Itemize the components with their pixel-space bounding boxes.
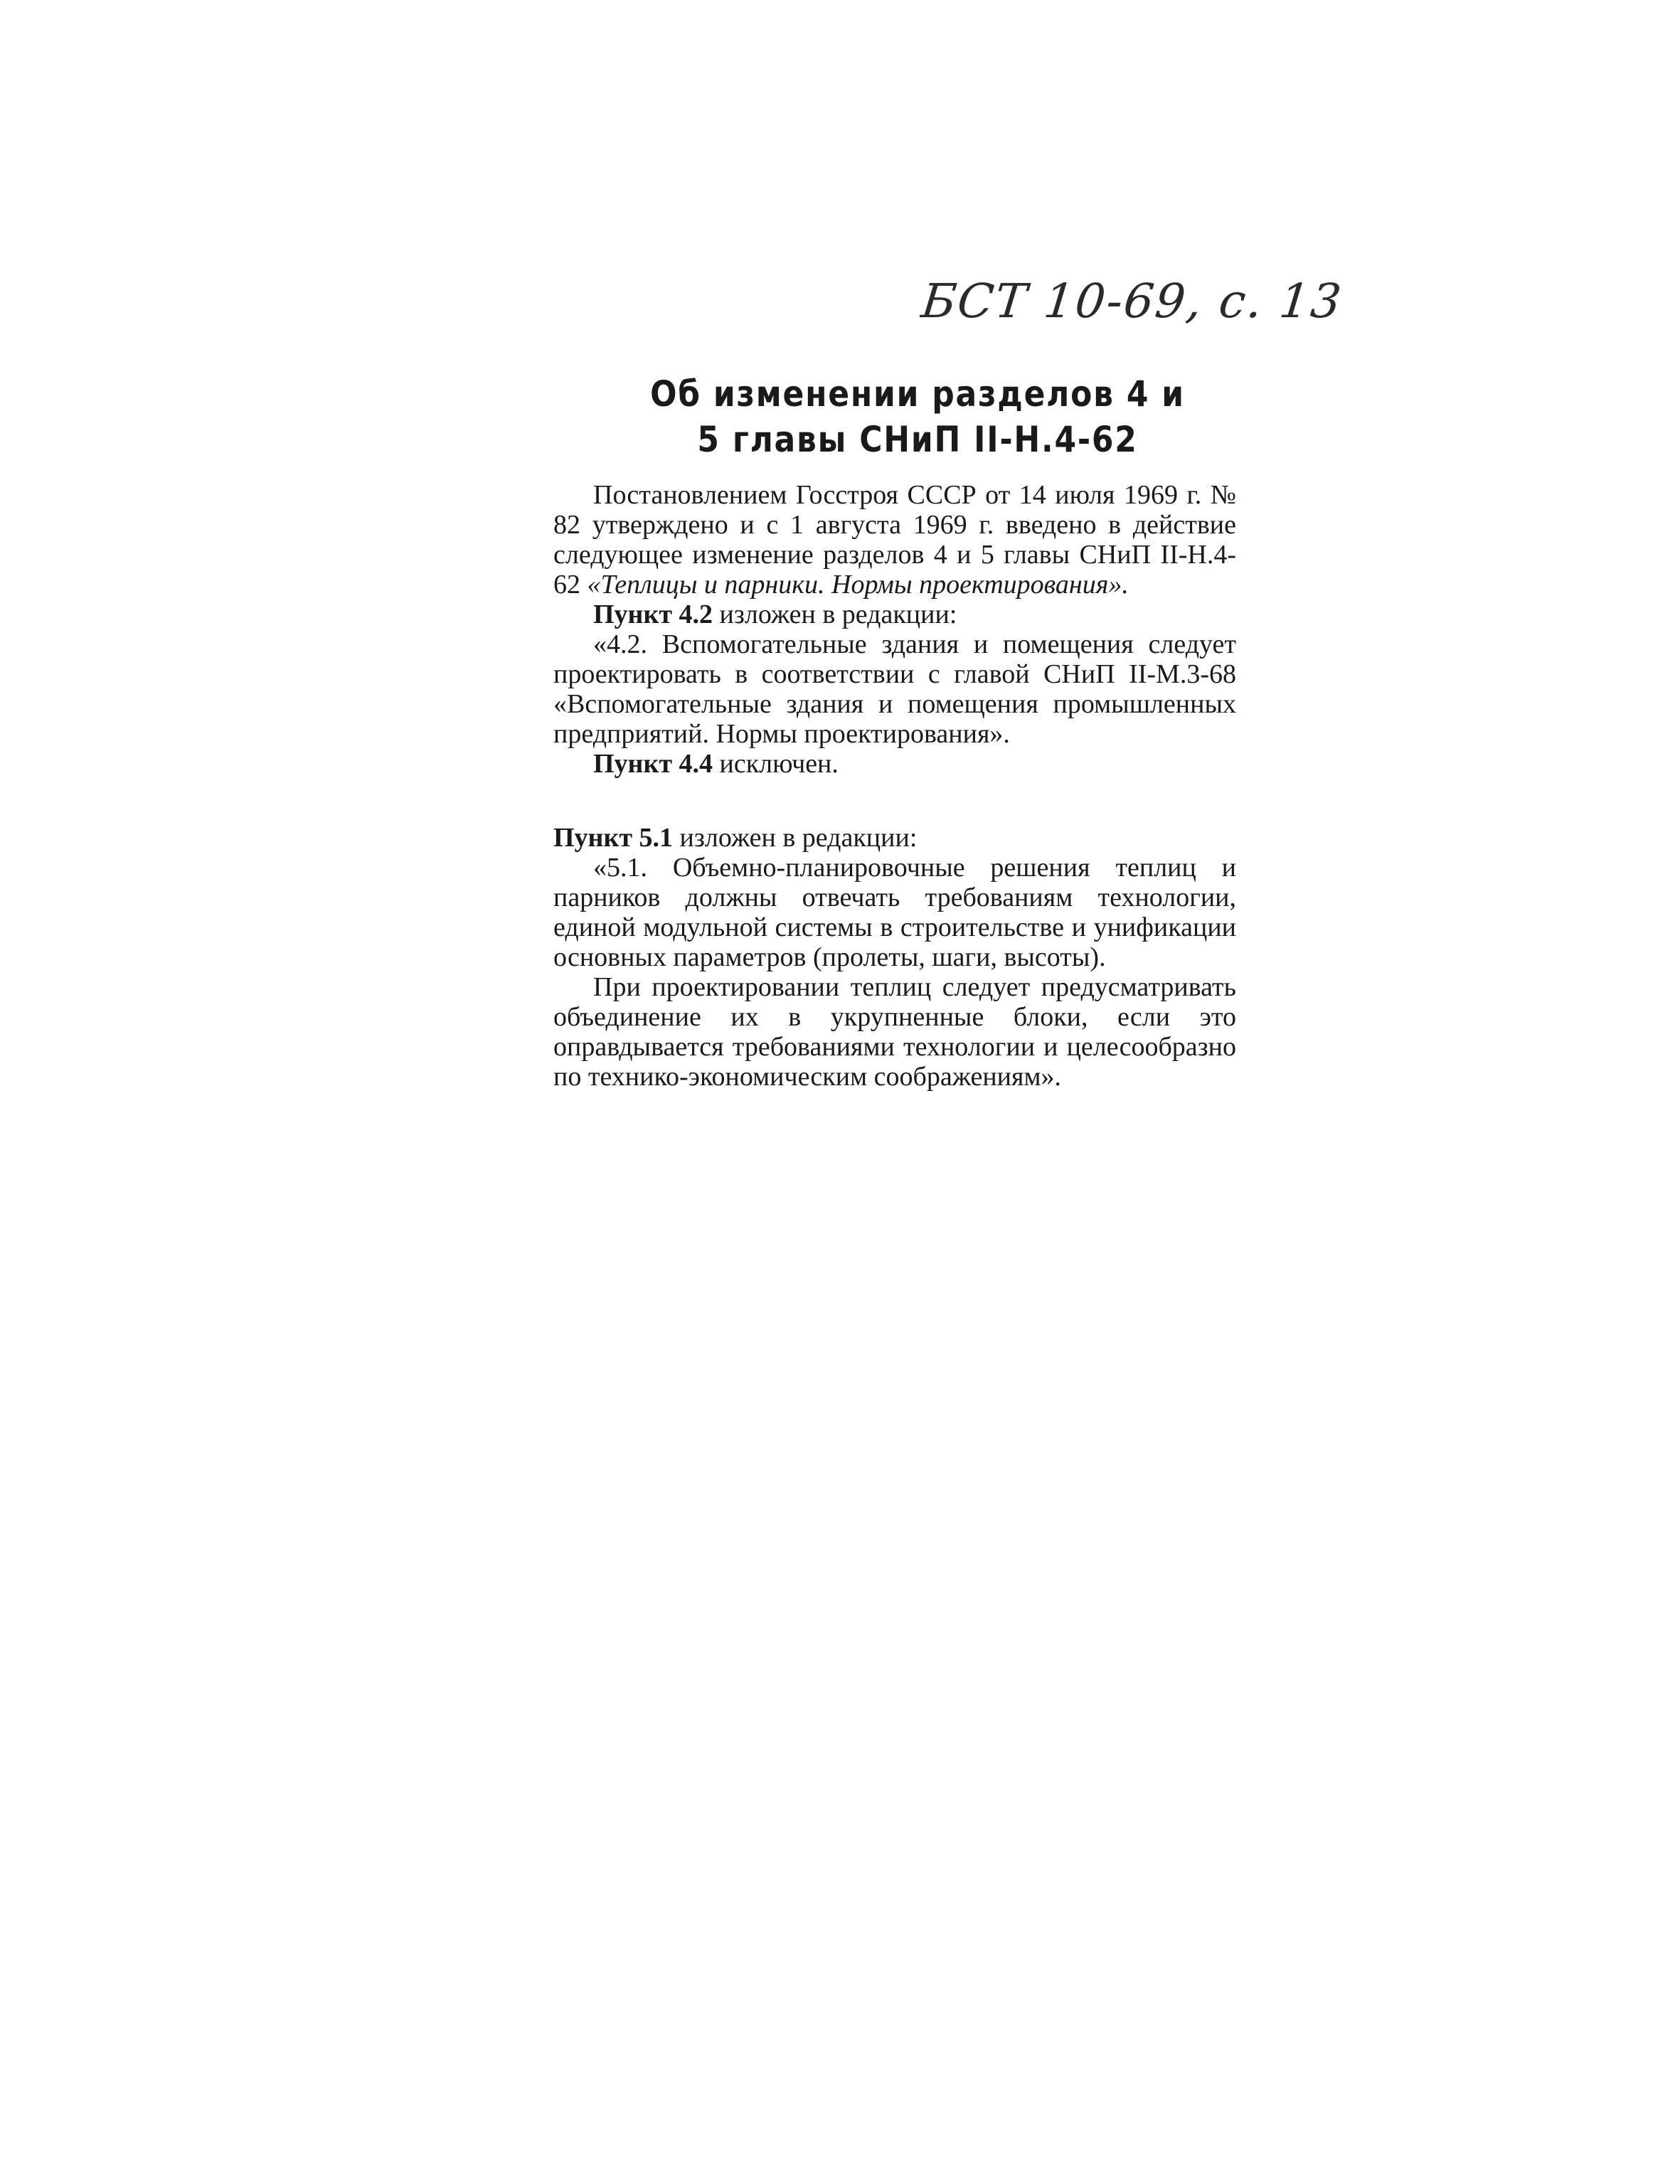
intro-text: Постановлением Госстроя СССР от 14 июля 1969 г. № 82 утверждено и с 1 августа 1969 г. введено в действие следующее изменение разделов 4 и 5 главы СНиП II-Н.4-62	[553, 480, 1236, 600]
item-5-1-heading	[553, 823, 1236, 853]
intro-paragraph	[553, 480, 1236, 600]
document-body	[553, 480, 1236, 1092]
item-5-1-label: Пункт 5.1	[553, 823, 674, 853]
title-line-1: Об изменении разделов 4 и	[650, 373, 1185, 415]
section-spacer	[553, 779, 1236, 823]
item-4-4-label: Пункт 4.4	[593, 749, 713, 779]
item-4-4-rest: исключен.	[713, 749, 839, 779]
item-4-2-heading	[553, 600, 1236, 629]
item-4-2-label: Пункт 4.2	[593, 600, 713, 629]
item-4-2-quote: «4.2. Вспомогательные здания и помещения следует проектировать в соответствии с главой СНиП II-М.3-68 «Вспомогательные здания и помещения промышленных предприятий. Нормы проектирования».	[553, 629, 1236, 749]
intro-doc-title: «Теплицы и парники. Нормы проектирования».	[587, 570, 1129, 600]
handwritten-reference-note: БСТ 10-69, с. 13	[918, 274, 1346, 329]
item-5-1-continuation: При проектировании теплиц следует предусматривать объединение их в укрупненные блоки, если это оправдывается требованиями технологии и целесообразно по технико-экономическим соображениям».	[553, 972, 1236, 1092]
item-5-1-quote: «5.1. Объемно-планировочные решения теплиц и парников должны отвечать требованиям технологии, единой модульной системы в строительстве и унификации основных параметров (пролеты, шаги, высоты).	[553, 853, 1236, 972]
item-4-2-rest: изложен в редакции:	[713, 600, 957, 629]
title-line-2: 5 главы СНиП II-Н.4-62	[697, 419, 1138, 460]
item-5-1-rest: изложен в редакции:	[673, 823, 918, 853]
item-4-4-paragraph	[553, 749, 1236, 779]
document-title	[605, 371, 1230, 462]
